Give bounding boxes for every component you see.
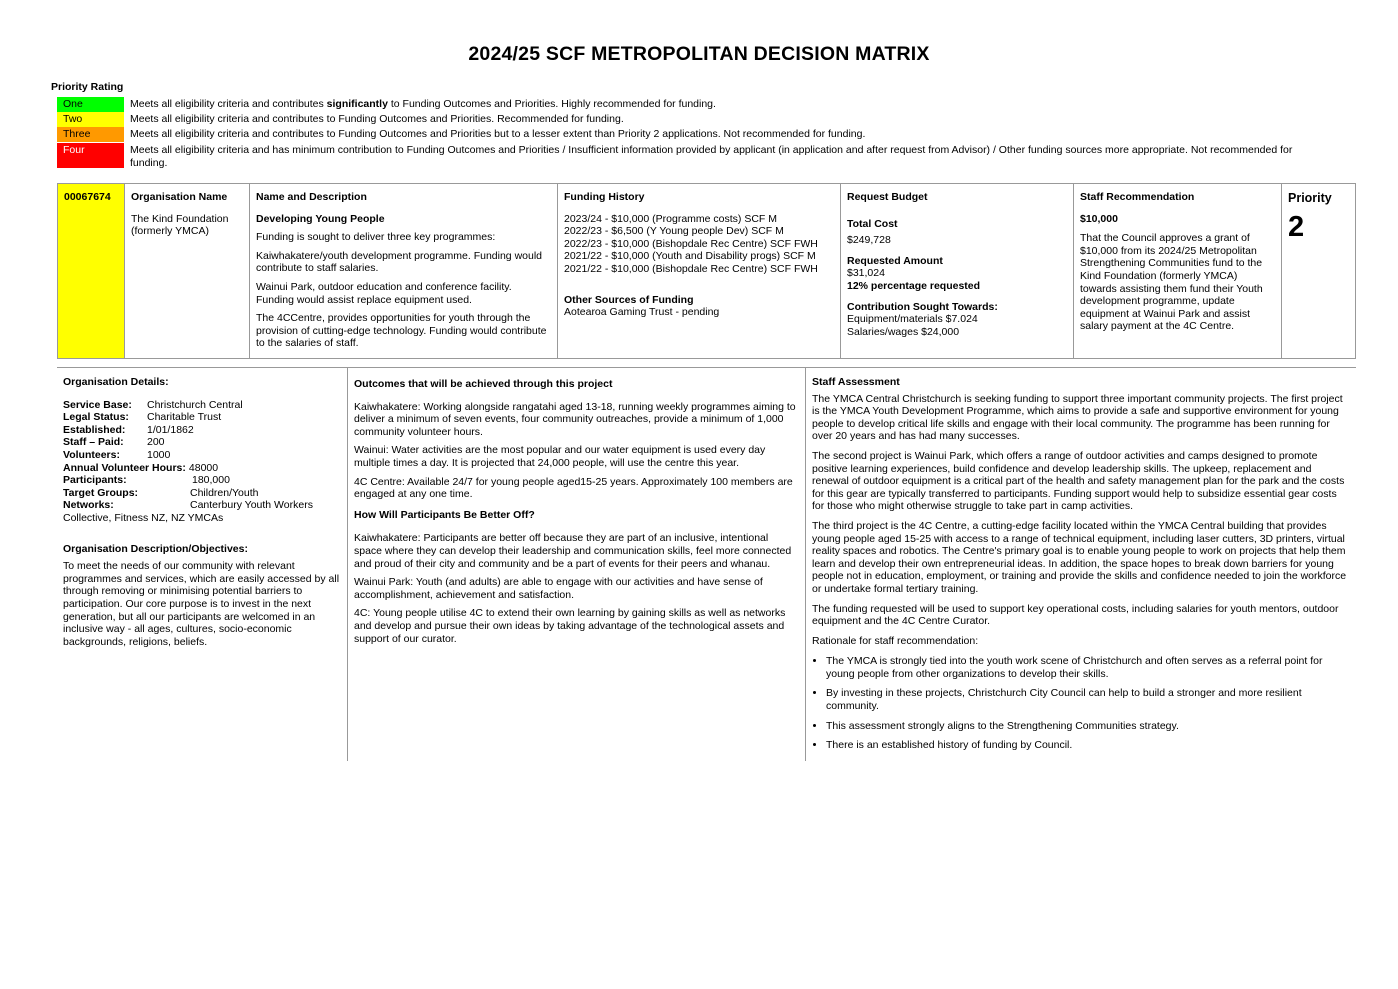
priority-cell [1282,184,1357,358]
org-detail-value: 1/01/1862 [147,423,194,436]
funding-history-item: 2023/24 - $10,000 (Programme costs) SCF M [564,212,778,225]
organisation-details-column [57,368,348,761]
rationale-item: • By investing in these projects, Christchurch City Council can help to build a stronger and more resilient community. [826,687,1350,712]
rationale-item: • The YMCA is strongly tied into the youth work scene of Christchurch and often serves as a referral point for young people from other organizations to develop their skills. [826,655,1350,680]
other-sources-header: Other Sources of Funding [564,293,694,306]
priority-desc-three: Meets all eligibility criteria and contributes to Funding Outcomes and Priorities but to a lesser extent than Priority 2 applications. Not recommended for funding. [130,128,866,140]
project-name: Developing Young People [256,212,385,225]
rationale-item: • This assessment strongly aligns to the Strengthening Communities strategy. [826,720,1350,733]
assessment-paragraph: The funding requested will be used to support key operational costs, including salaries for youth mentors, outdoor equipment and the 4C Centre Curator. [812,602,1339,628]
staff-assessment-column [806,368,1356,761]
org-detail-value: Children/Youth [190,486,259,499]
org-name-header: Organisation Name [131,191,228,203]
org-detail-label: Target Groups: [63,486,139,499]
project-paragraph: Wainui Park, outdoor education and conference facility. Funding would assist replace equipment used. [256,280,512,306]
total-cost: $249,728 [847,234,891,247]
org-detail-label: Volunteers: [63,448,120,461]
org-detail-row [63,499,341,512]
outcome-paragraph: Wainui: Water activities are the most popular and our water equipment is used every day multiple times a day. It is projected that 24,000 people, will use the centre this year. [354,444,766,469]
percentage-requested: 12% percentage requested [847,279,981,292]
name-description-header: Name and Description [256,191,367,203]
contribution-label: Contribution Sought Towards: [847,300,998,313]
rationale-item: • There is an established history of funding by Council. [826,739,1350,752]
page-title: 2024/25 SCF METROPOLITAN DECISION MATRIX [468,43,930,65]
org-name: The Kind Foundation (formerly YMCA) [131,212,229,238]
org-detail-value: 180,000 [192,474,230,487]
staff-assessment-heading: Staff Assessment [812,376,900,388]
assessment-paragraph: The YMCA Central Christchurch is seeking funding to support three important community projects. The first project is the YMCA Youth Development Programme, which aims to provide a safe and supportive environment for young people to develop critical life skills and engage with their local community. The programme has been running for over 20 years and has had many successes. [812,392,1343,443]
org-detail-row [63,449,341,462]
org-detail-value: 200 [147,436,165,449]
outcomes-column [348,368,806,761]
priority-legend-row [57,112,624,127]
outcome-paragraph: 4C Centre: Available 24/7 for young people aged15-25 years. Approximately 100 members are engaged at any one time. [354,475,793,501]
priority-legend-row [57,97,716,112]
org-detail-label: Networks: [63,499,114,512]
project-paragraph: The 4CCentre, provides opportunities for youth through the provision of cutting-edge technology. Funding would contribute to the salaries of staff. [256,312,547,350]
total-cost-label: Total Cost [847,217,898,230]
org-detail-row [63,399,341,412]
priority-value: 2 [1288,211,1305,243]
priority-legend-row [57,127,866,142]
outcomes-heading: Outcomes that will be achieved through this project [354,378,613,390]
funding-history-item: 2022/23 - $10,000 (Bishopdale Rec Centre) SCF FWH [564,237,818,250]
project-paragraph: Funding is sought to deliver three key programmes: [256,231,496,244]
better-off-paragraph: Wainui Park: Youth (and adults) are able to engage with our activities and have sense of accomplishment, achievement and satisfaction. [354,576,763,601]
outcome-paragraph: Kaiwhakatere: Working alongside rangatahi aged 13-18, running weekly programmes aiming to deliver a minimum of seven events, four community outreaches, provide a minimum of 1,000 community volunteer hours. [354,400,796,438]
priority-header: Priority [1288,191,1332,205]
funding-history-item: 2021/22 - $10,000 (Youth and Disability progs) SCF M [564,250,816,263]
org-detail-label: Participants: [63,474,127,487]
staff-recommendation-text: That the Council approves a grant of $10,000 from its 2024/25 Metropolitan Strengthening Communities fund to the Kind Foundation (formerly YMCA) towards assisting them fund their Youth development programme, update equipment at Wainui Park and assist salary payment at the 4C Centre. [1080,232,1263,333]
org-detail-value: Canterbury Youth Workers [190,499,313,512]
details-section [57,367,1356,761]
assessment-paragraph: The second project is Wainui Park, which offers a range of outdoor activities and camps designed to promote positive learning experiences, build confidence and develop leadership skills. The upkeep, replacement and renewal of outdoor equipment is a critical part of the health and safety management plan for the park and the costs for this gear are typically transferred to participants. Funding support would help to subsidize essential gear costs for those who might otherwise struggle to take part in camp activities. [812,449,1345,513]
better-off-paragraph: Kaiwhakatere: Participants are better off because they are part of an inclusive, intentional space where they can develop their leadership and communication skills, feel more connected and proud of their city and community and be a part of events for their peers and whanau. [354,532,792,570]
rationale-list [812,655,1350,752]
org-detail-value: Christchurch Central [147,398,243,411]
funding-history-header: Funding History [564,191,645,203]
org-detail-row [63,411,341,424]
priority-desc-four: Meets all eligibility criteria and has minimum contribution to Funding Outcomes and Priorities / Insufficient information provided by applicant (in application and after request from Advisor) / Other funding sources more appropriate. Not recommended for funding. [130,144,1293,169]
application-table [57,183,1356,359]
org-detail-value: 48000 [188,461,219,474]
organisation-cell [125,184,250,358]
priority-desc-two: Meets all eligibility criteria and contributes to Funding Outcomes and Priorities. Recommended for funding. [130,113,624,125]
objectives-text: To meet the needs of our community with relevant programmes and services, which are easily accessed by all through removing or minimising potential barriers to participation. Our core purpose is to invest in the next generation, but all our participants are welcomed in an inclusive way - all ages, cultures, socio-economic backgrounds, religions, beliefs. [63,560,340,648]
requested-amount: $31,024 [847,267,885,280]
priority-swatch-two: Two [57,112,124,127]
org-detail-label: Service Base: [63,398,132,411]
assessment-paragraph: The third project is the 4C Centre, a cutting-edge facility located within the YMCA Central building that provides young people aged 15-25 with access to a range of technical equipment, including laser cutters, 3D printers, virtual reality spaces and robotics. The Centre's primary goal is to enable young people to work on projects that help them learn and develop their own entrepreneurial ideas. In addition, the space hopes to break down barriers for young people not in education, employment, or training and provide the skills and confidence needed to join the workforce or undertake formal tertiary training. [812,519,1347,595]
request-budget-cell [841,184,1074,358]
org-detail-value: 1000 [147,448,171,461]
priority-rating-heading: Priority Rating [51,81,124,93]
org-details-heading: Organisation Details: [63,376,169,388]
priority-legend-row [57,143,1293,169]
contribution-item: Salaries/wages $24,000 [847,325,960,338]
staff-recommendation-amount: $10,000 [1080,212,1118,225]
staff-recommendation-header: Staff Recommendation [1080,191,1195,203]
contribution-item: Equipment/materials $7.024 [847,313,978,326]
better-off-heading: How Will Participants Be Better Off? [354,508,535,521]
org-detail-label: Established: [63,423,126,436]
org-detail-value: Charitable Trust [147,411,222,424]
requested-amount-label: Requested Amount [847,254,943,267]
funding-history-cell [558,184,841,358]
rationale-heading: Rationale for staff recommendation: [812,634,979,647]
priority-swatch-one: One [57,97,124,112]
other-sources: Aotearoa Gaming Trust - pending [564,306,720,319]
better-off-paragraph: 4C: Young people utilise 4C to extend their own learning by gaining skills as well as networks and develop and pursue their own ideas by taking advantage of the technological assets and support of our curator. [354,607,786,645]
org-detail-row [63,424,341,437]
org-detail-row [63,474,341,487]
funding-history-item: 2022/23 - $6,500 (Y Young people Dev) SCF M [564,225,784,238]
project-paragraph: Kaiwhakatere/youth development programme. Funding would contribute to staff salaries. [256,249,542,275]
org-detail-label: Annual Volunteer Hours: [63,461,186,474]
priority-swatch-four: Four [57,143,124,168]
org-detail-row [63,462,341,475]
request-budget-header: Request Budget [847,191,928,203]
priority-swatch-three: Three [57,127,124,142]
funding-history-item: 2021/22 - $10,000 (Bishopdale Rec Centre) SCF FWH [564,262,818,275]
name-description-cell [250,184,558,358]
staff-recommendation-cell [1074,184,1282,358]
org-detail-row [63,487,341,500]
org-detail-row [63,436,341,449]
networks-continued: Collective, Fitness NZ, NZ YMCAs [63,511,224,524]
application-id: 00067674 [58,184,125,358]
org-detail-label: Legal Status: [63,411,129,424]
priority-desc-one: Meets all eligibility criteria and contributes significantly to Funding Outcomes and Priorities. Highly recommended for funding. [130,98,716,110]
org-detail-label: Staff – Paid: [63,436,124,449]
objectives-heading: Organisation Description/Objectives: [63,542,248,555]
